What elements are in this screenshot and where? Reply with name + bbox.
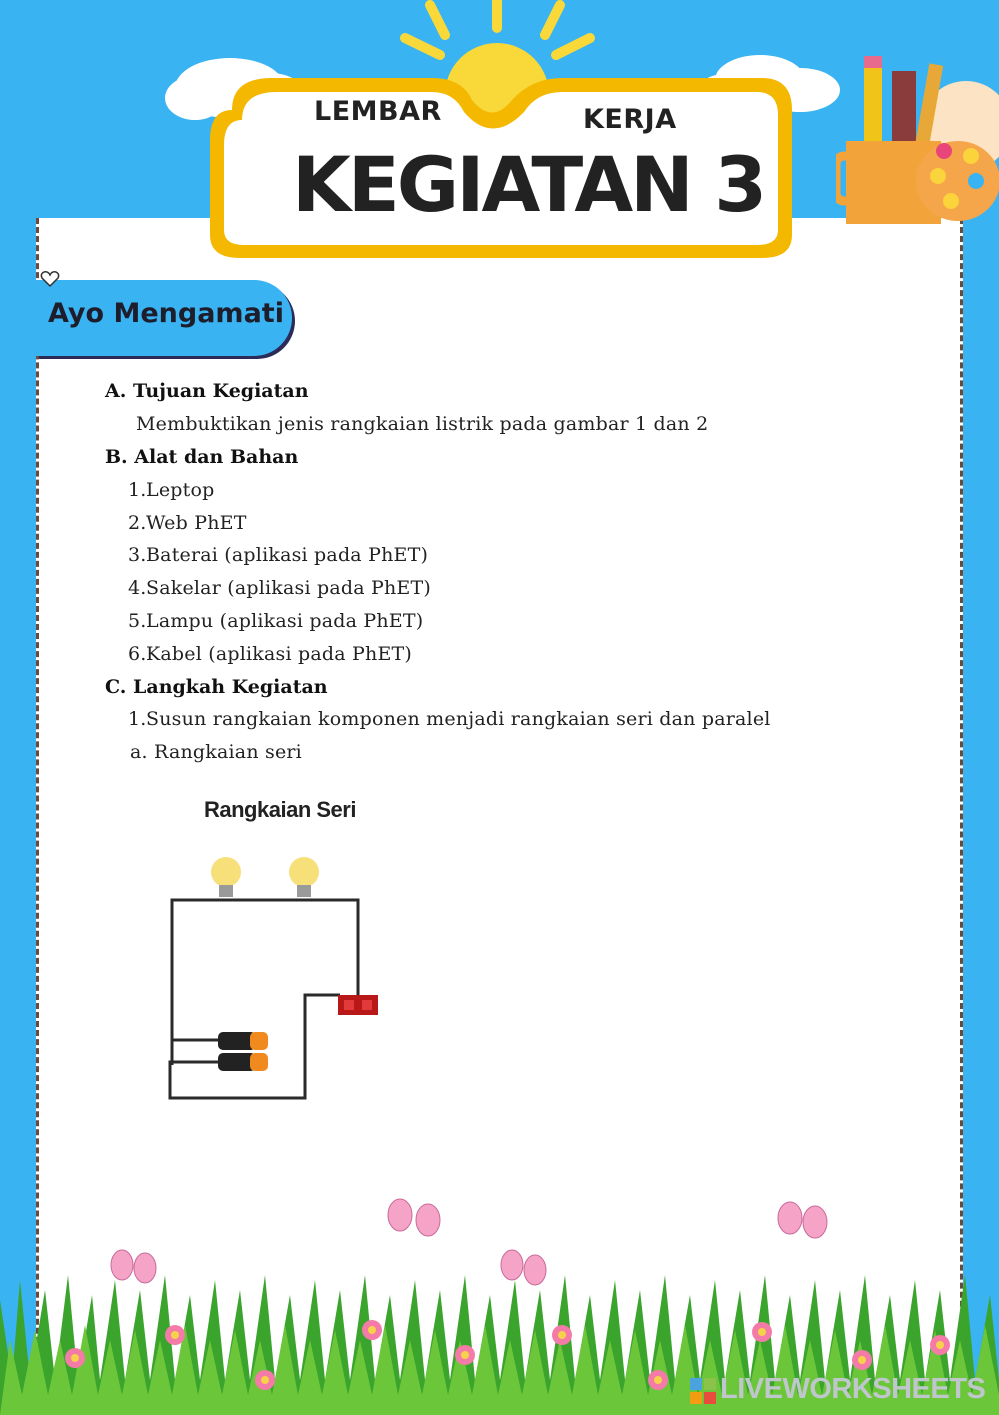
list-item-number: 3.: [128, 544, 147, 566]
list-item-number: 2.: [128, 512, 147, 534]
battery-icon: [218, 1053, 268, 1071]
list-item: [128, 577, 431, 599]
list-item-label: Baterai (aplikasi pada PhET): [146, 544, 429, 566]
langkah-step: [128, 708, 771, 730]
header-lembar: LEMBAR: [314, 96, 442, 127]
langkah-subitem: a. Rangkaian seri: [130, 741, 302, 763]
step-text: Susun rangkaian komponen menjadi rangkaian seri dan paralel: [146, 708, 771, 730]
heart-icon: [40, 270, 60, 288]
list-item: [128, 610, 423, 632]
watermark: [690, 1373, 985, 1406]
step-number: 1.: [128, 708, 147, 730]
tujuan-text: Membuktikan jenis rangkaian listrik pada gambar 1 dan 2: [136, 413, 709, 435]
bulb-icon: [211, 857, 241, 897]
page-title: KEGIATAN 3: [292, 140, 765, 229]
list-item-label: Leptop: [146, 479, 215, 501]
alat-heading: B. Alat dan Bahan: [105, 446, 299, 468]
list-item: [128, 479, 214, 501]
list-item-label: Sakelar (aplikasi pada PhET): [146, 577, 431, 599]
list-item: [128, 643, 412, 665]
battery-icon: [218, 1032, 268, 1050]
list-item-number: 1.: [128, 479, 147, 501]
list-item-number: 5.: [128, 610, 147, 632]
watermark-text: LIVEWORKSHEETS: [720, 1373, 986, 1405]
list-item: [128, 512, 247, 534]
switch-icon: [338, 995, 378, 1015]
liveworksheets-logo-icon: [690, 1378, 716, 1404]
header-kerja: KERJA: [583, 104, 677, 135]
list-item-number: 4.: [128, 577, 147, 599]
pencil-cup-icon: [836, 56, 999, 224]
list-item-label: Web PhET: [146, 512, 247, 534]
list-item-label: Kabel (aplikasi pada PhET): [146, 643, 413, 665]
diagram-title: Rangkaian Seri: [204, 797, 356, 822]
tujuan-heading: A. Tujuan Kegiatan: [105, 380, 309, 402]
langkah-heading: C. Langkah Kegiatan: [105, 676, 328, 698]
series-circuit-diagram: [150, 790, 410, 1120]
bulb-icon: [289, 857, 319, 897]
section-tab-label: Ayo Mengamati: [48, 298, 284, 329]
butterfly-icon: [111, 1199, 827, 1285]
list-item: [128, 544, 428, 566]
list-item-label: Lampu (aplikasi pada PhET): [146, 610, 424, 632]
list-item-number: 6.: [128, 643, 147, 665]
